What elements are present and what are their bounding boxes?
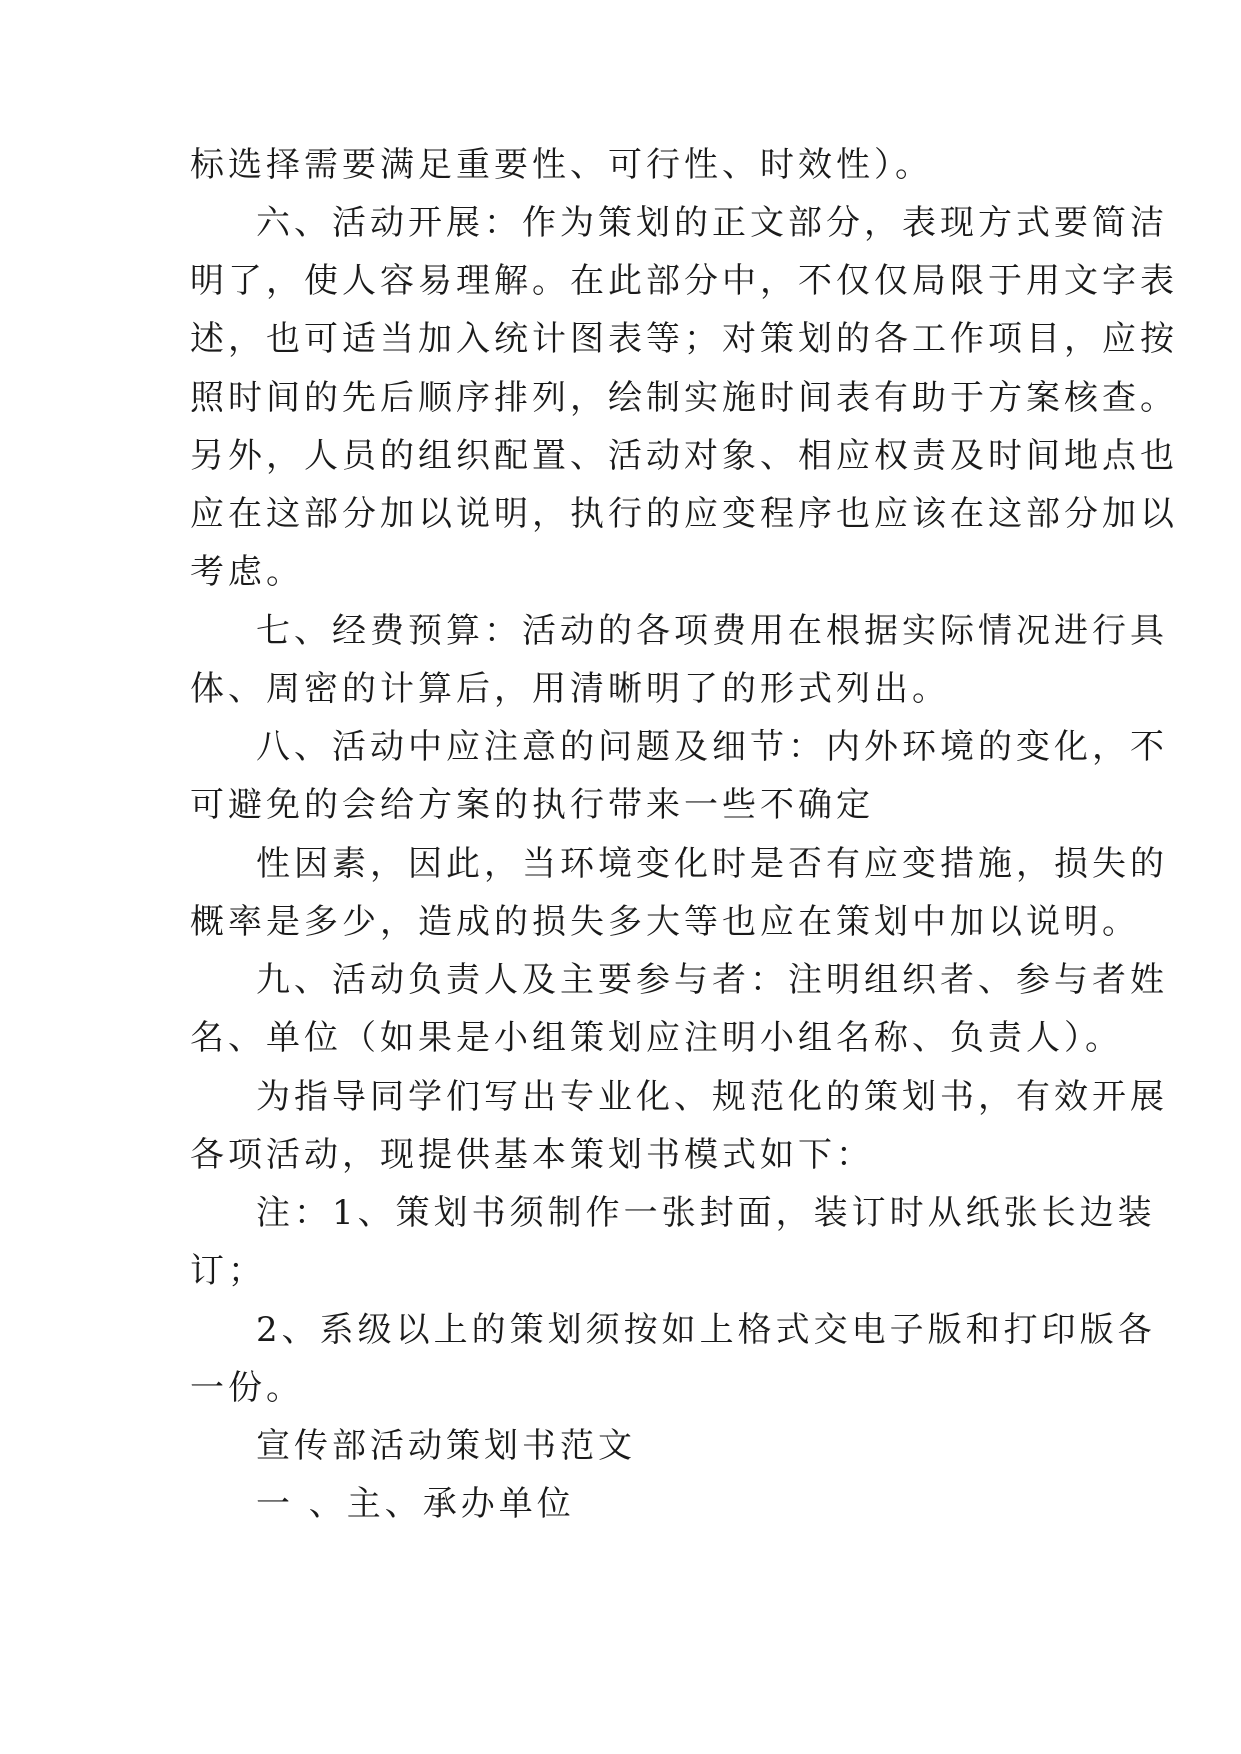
text-line: 名、单位（如果是小组策划应注明小组名称、负责人）。 <box>190 1018 1123 1058</box>
text-line: 一 、主、承办单位 <box>256 1484 575 1524</box>
text-line: 2、系级以上的策划须按如上格式交电子版和打印版各 <box>256 1310 1156 1350</box>
text-line: 各项活动，现提供基本策划书模式如下： <box>190 1135 874 1175</box>
text-line: 可避免的会给方案的执行带来一些不确定 <box>190 785 874 825</box>
text-line: 标选择需要满足重要性、可行性、时效性）。 <box>190 145 933 185</box>
text-line: 性因素，因此，当环境变化时是否有应变措施，损失的 <box>256 844 1168 884</box>
text-line: 六、活动开展：作为策划的正文部分，表现方式要简洁 <box>256 203 1168 243</box>
text-line: 明了，使人容易理解。在此部分中，不仅仅局限于用文字表 <box>190 261 1178 301</box>
text-line: 体、周密的计算后，用清晰明了的形式列出。 <box>190 669 950 709</box>
text-line: 考虑。 <box>190 552 304 592</box>
text-line: 九、活动负责人及主要参与者：注明组织者、参与者姓 <box>256 960 1168 1000</box>
text-line: 照时间的先后顺序排列，绘制实施时间表有助于方案核查。 <box>190 378 1178 418</box>
section-heading: 宣传部活动策划书范文 <box>256 1426 636 1466</box>
text-line: 为指导同学们写出专业化、规范化的策划书，有效开展 <box>256 1077 1168 1117</box>
text-line: 述，也可适当加入统计图表等；对策划的各工作项目，应按 <box>190 319 1178 359</box>
text-line: 另外，人员的组织配置、活动对象、相应权责及时间地点也 <box>190 436 1178 476</box>
text-line: 一份。 <box>190 1368 304 1408</box>
text-line: 注：1、策划书须制作一张封面，装订时从纸张长边装 <box>256 1193 1156 1233</box>
text-line: 应在这部分加以说明，执行的应变程序也应该在这部分加以 <box>190 494 1178 534</box>
text-line: 七、经费预算：活动的各项费用在根据实际情况进行具 <box>256 611 1168 651</box>
text-line: 订； <box>190 1251 266 1291</box>
text-line: 概率是多少，造成的损失多大等也应在策划中加以说明。 <box>190 902 1140 942</box>
text-line: 八、活动中应注意的问题及细节：内外环境的变化，不 <box>256 727 1168 767</box>
